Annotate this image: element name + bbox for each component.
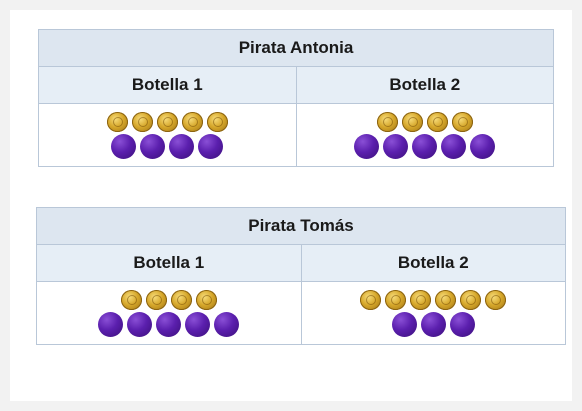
purple-ball-icon — [198, 134, 223, 159]
gold-coin-row — [297, 111, 554, 133]
gold-coin-icon — [360, 290, 381, 310]
purple-ball-icon — [354, 134, 379, 159]
purple-ball-icon — [169, 134, 194, 159]
gold-coin-icon — [171, 290, 192, 310]
gold-coin-icon — [207, 112, 228, 132]
purple-ball-row — [297, 133, 554, 160]
bottle-header: Botella 1 — [37, 245, 302, 282]
purple-ball-icon — [392, 312, 417, 337]
bottle-header: Botella 2 — [301, 245, 566, 282]
gold-coin-icon — [377, 112, 398, 132]
gold-coin-icon — [485, 290, 506, 310]
bottle-contents — [301, 282, 566, 345]
purple-ball-icon — [185, 312, 210, 337]
bottle-header: Botella 2 — [296, 67, 554, 104]
purple-ball-icon — [156, 312, 181, 337]
gold-coin-icon — [146, 290, 167, 310]
purple-ball-icon — [214, 312, 239, 337]
gold-coin-row — [37, 289, 301, 311]
gold-coin-icon — [157, 112, 178, 132]
purple-ball-icon — [111, 134, 136, 159]
gold-coin-icon — [410, 290, 431, 310]
table-title: Pirata Antonia — [39, 30, 554, 67]
bottle-contents — [296, 104, 554, 167]
content-card — [10, 10, 572, 401]
bottle-contents — [37, 282, 302, 345]
purple-ball-icon — [412, 134, 437, 159]
gold-coin-row — [302, 289, 566, 311]
gold-coin-icon — [402, 112, 423, 132]
gold-coin-icon — [452, 112, 473, 132]
gold-coin-icon — [435, 290, 456, 310]
purple-ball-row — [37, 311, 301, 338]
purple-ball-row — [39, 133, 296, 160]
purple-ball-icon — [127, 312, 152, 337]
bottle-contents — [39, 104, 297, 167]
purple-ball-icon — [470, 134, 495, 159]
pirate-table-antonia — [38, 29, 554, 167]
purple-ball-row — [302, 311, 566, 338]
purple-ball-icon — [441, 134, 466, 159]
gold-coin-icon — [460, 290, 481, 310]
gold-coin-row — [39, 111, 296, 133]
pirate-table-tomas — [36, 207, 566, 345]
purple-ball-icon — [98, 312, 123, 337]
bottle-header: Botella 1 — [39, 67, 297, 104]
purple-ball-icon — [421, 312, 446, 337]
gold-coin-icon — [427, 112, 448, 132]
purple-ball-icon — [140, 134, 165, 159]
gold-coin-icon — [132, 112, 153, 132]
gold-coin-icon — [385, 290, 406, 310]
gold-coin-icon — [196, 290, 217, 310]
purple-ball-icon — [450, 312, 475, 337]
table-title: Pirata Tomás — [37, 208, 566, 245]
purple-ball-icon — [383, 134, 408, 159]
gold-coin-icon — [121, 290, 142, 310]
gold-coin-icon — [182, 112, 203, 132]
gold-coin-icon — [107, 112, 128, 132]
